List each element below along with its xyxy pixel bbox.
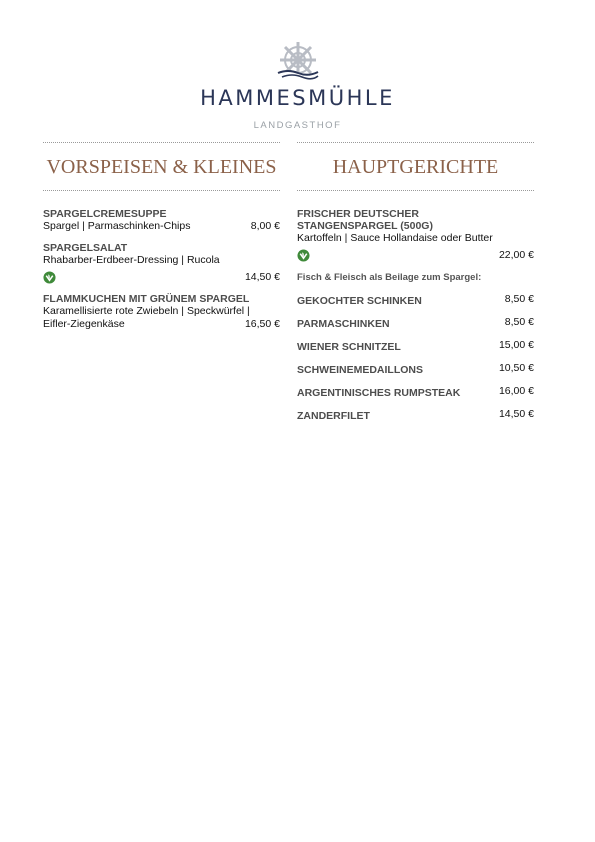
starters-column xyxy=(43,142,280,340)
item-price: 16,50 € xyxy=(244,318,280,330)
mill-wheel-icon xyxy=(274,40,322,82)
side-name: WIENER SCHNITZEL xyxy=(297,341,401,353)
vegetarian-icon xyxy=(43,271,56,284)
divider xyxy=(43,190,280,191)
item-description: Eifler-Ziegenkäse xyxy=(43,318,125,330)
header xyxy=(0,40,595,131)
side-price: 10,50 € xyxy=(498,362,534,374)
item-name: FLAMMKUCHEN MIT GRÜNEM SPARGEL xyxy=(43,293,250,305)
item-description: Karamellisierte rote Zwiebeln | Speckwürfel | xyxy=(43,305,250,317)
side-price: 16,00 € xyxy=(498,385,534,397)
item-name: SPARGELSALAT xyxy=(43,242,128,254)
item-price: 14,50 € xyxy=(244,271,280,283)
side-dishes-note: Fisch & Fleisch als Beilage zum Spargel: xyxy=(297,272,482,283)
side-name: GEKOCHTER SCHINKEN xyxy=(297,295,422,307)
divider xyxy=(43,142,280,143)
item-price: 8,00 € xyxy=(250,220,280,232)
side-item xyxy=(297,385,534,399)
side-name: ZANDERFILET xyxy=(297,410,370,422)
side-item xyxy=(297,408,534,422)
side-item xyxy=(297,316,534,330)
side-price: 15,00 € xyxy=(498,339,534,351)
item-description: Spargel | Parmaschinken-Chips xyxy=(43,220,191,232)
item-description: Kartoffeln | Sauce Hollandaise oder Butter xyxy=(297,232,493,244)
divider xyxy=(297,190,534,191)
side-price: 8,50 € xyxy=(504,316,534,328)
divider xyxy=(297,142,534,143)
side-item xyxy=(297,339,534,353)
item-description: Rhabarber-Erdbeer-Dressing | Rucola xyxy=(43,254,220,266)
vegetarian-icon xyxy=(297,249,310,262)
side-item xyxy=(297,293,534,307)
section-title-mains: HAUPTGERICHTE xyxy=(332,156,499,178)
menu-item xyxy=(43,293,280,331)
side-name: PARMASCHINKEN xyxy=(297,318,390,330)
side-item xyxy=(297,362,534,376)
mains-column xyxy=(297,142,534,431)
section-title-starters: VORSPEISEN & KLEINES xyxy=(46,156,277,178)
menu-item xyxy=(43,242,280,284)
side-name: SCHWEINEMEDAILLONS xyxy=(297,364,423,376)
brand-subtitle: LANDGASTHOF xyxy=(253,120,342,131)
menu-item xyxy=(43,208,280,233)
side-name: ARGENTINISCHES RUMPSTEAK xyxy=(297,387,461,399)
side-price: 14,50 € xyxy=(498,408,534,420)
menu-item xyxy=(297,208,534,262)
side-price: 8,50 € xyxy=(504,293,534,305)
item-name: FRISCHER DEUTSCHER xyxy=(297,208,419,220)
item-price: 22,00 € xyxy=(498,249,534,261)
item-name: STANGENSPARGEL (500G) xyxy=(297,220,433,232)
item-name: SPARGELCREMESUPPE xyxy=(43,208,167,220)
brand-name: HAMMESMÜHLE xyxy=(200,86,395,110)
